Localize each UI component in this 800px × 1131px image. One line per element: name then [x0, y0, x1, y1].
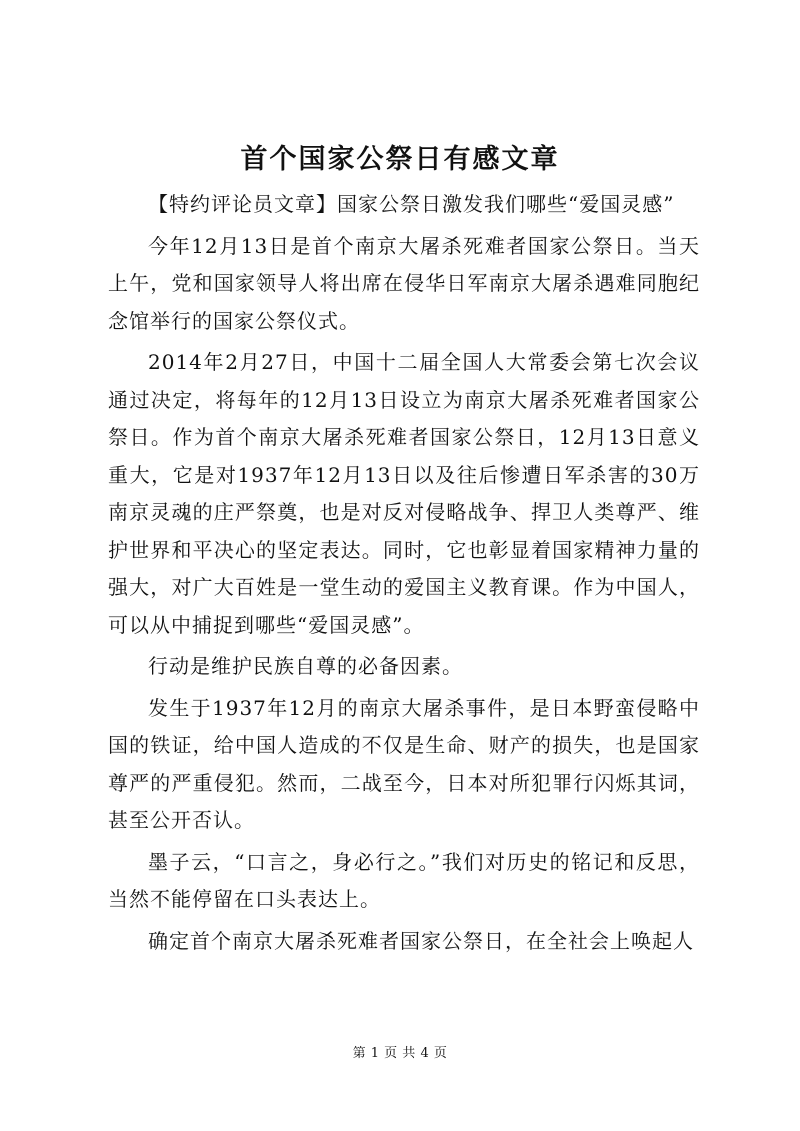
document-body: [108, 186, 700, 964]
paragraph: 墨子云，“口言之，身必行之。”我们对历史的铭记和反思，当然不能停留在口头表达上。: [108, 849, 700, 911]
document-title: 首个国家公祭日有感文章: [240, 144, 560, 175]
paragraph: 今年12月13日是首个南京大屠杀死难者国家公祭日。当天上午，党和国家领导人将出席在侵华日军南京大屠杀遇难同胞纪念馆举行的国家公祭仪式。: [108, 233, 700, 333]
page-footer: 第 1 页 共 4 页: [352, 1046, 448, 1061]
paragraph: 2014年2月27日，中国十二届全国人大常委会第七次会议通过决定，将每年的12月13日设立为南京大屠杀死难者国家公祭日。作为首个南京大屠杀死难者国家公祭日，12月13日意义重大，它是对1937年12月13日以及往后惨遭日军杀害的30万南京灵魂的庄严祭奠，也是对反对侵略战争、捍卫人类尊严、维护世界和平决心的坚定表达。同时，它也彰显着国家精神力量的强大，对广大百姓是一堂生动的爱国主义教育课。作为中国人，可以从中捕捉到哪些“爱国灵感”。: [108, 350, 700, 637]
paragraph: 行动是维护民族自尊的必备因素。: [148, 654, 463, 678]
paragraph: 发生于1937年12月的南京大屠杀事件，是日本野蛮侵略中国的铁证，给中国人造成的不仅是生命、财产的损失，也是国家尊严的严重侵犯。然而，二战至今，日本对所犯罪行闪烁其词，甚至公开否认。: [108, 695, 700, 832]
paragraph: 确定首个南京大屠杀死难者国家公祭日，在全社会上唤起人: [148, 928, 694, 953]
paragraph-subtitle: 【特约评论员文章】国家公祭日激发我们哪些“爱国灵感”: [148, 192, 675, 216]
